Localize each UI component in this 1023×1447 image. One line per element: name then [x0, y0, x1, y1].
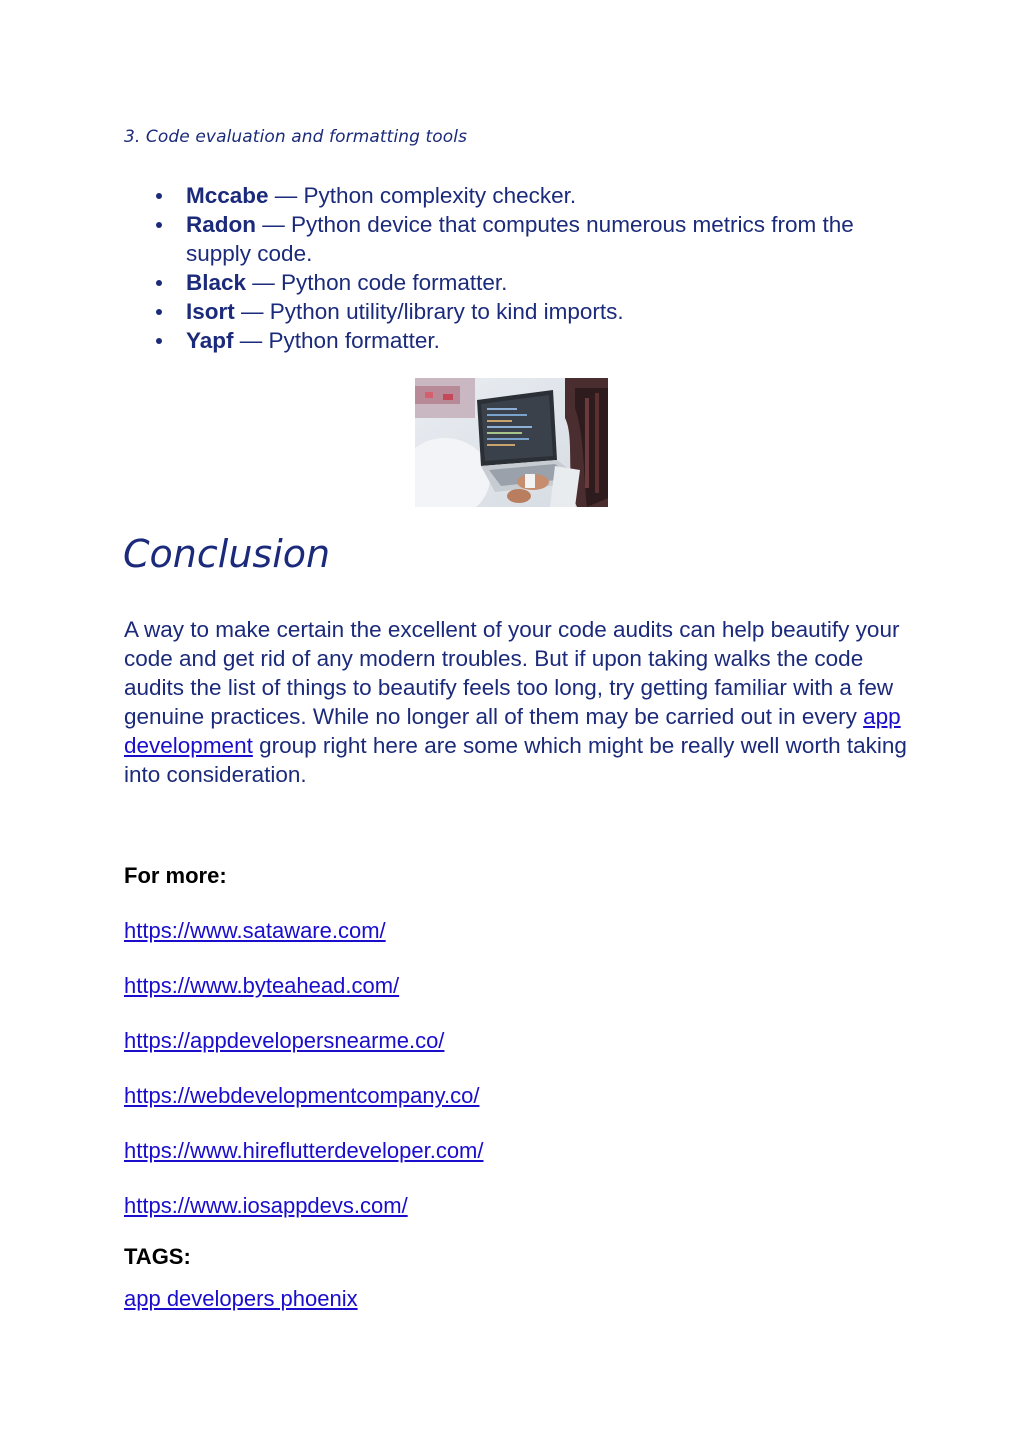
bullet-icon — [156, 193, 162, 199]
conclusion-title: Conclusion — [123, 532, 331, 576]
list-item — [156, 181, 916, 210]
for-more-label: For more: — [124, 863, 227, 888]
byteahead-link[interactable]: https://www.byteahead.com/ — [124, 973, 400, 998]
bullet-icon — [156, 222, 162, 228]
tags-label: TAGS: — [124, 1244, 191, 1269]
list-item — [156, 326, 916, 355]
tool-name: Black — [186, 270, 247, 295]
conclusion-text-end: group right here are some which might be really well worth taking into consideration. — [124, 733, 907, 787]
list-item — [156, 268, 916, 297]
appdevelopersnearme-link[interactable]: https://appdevelopersnearme.co/ — [124, 1028, 445, 1053]
tool-name: Yapf — [186, 328, 234, 353]
hireflutterdeveloper-link[interactable]: https://www.hireflutterdeveloper.com/ — [124, 1138, 484, 1163]
conclusion-paragraph — [124, 615, 914, 789]
tag-link[interactable]: app developers phoenix — [124, 1286, 358, 1311]
tool-name: Mccabe — [186, 183, 269, 208]
conclusion-text-start: A way to make certain the excellent of your code audits can help beautify your code and get rid of any modern troubles. But if upon taking walks the code audits the list of things to beautify feels too long, try getting familiar with a few genuine practices. While no longer all of them may be carried out in every — [124, 617, 900, 729]
bullet-icon — [156, 338, 162, 344]
tool-description: — Python complexity checker. — [268, 183, 577, 208]
tool-name: Radon — [186, 212, 256, 237]
tools-list — [156, 181, 916, 355]
sataware-link[interactable]: https://www.sataware.com/ — [124, 918, 386, 943]
tool-description: — Python formatter. — [233, 328, 440, 353]
list-item — [156, 297, 916, 326]
tool-name: Isort — [186, 299, 235, 324]
tool-description: — Python device that computes numerous metrics from the supply code. — [186, 212, 854, 266]
tool-description: — Python code formatter. — [246, 270, 508, 295]
laptop-photo — [415, 378, 608, 507]
iosappdevs-link[interactable]: https://www.iosappdevs.com/ — [124, 1193, 408, 1218]
bullet-icon — [156, 309, 162, 315]
webdevelopmentcompany-link[interactable]: https://webdevelopmentcompany.co/ — [124, 1083, 480, 1108]
app-development-link[interactable]: app development — [124, 704, 901, 758]
tool-description: — Python utility/library to kind imports. — [234, 299, 624, 324]
laptop-image-icon — [415, 378, 608, 507]
bullet-icon — [156, 280, 162, 286]
for-more-links — [124, 916, 484, 1246]
section-heading: 3. Code evaluation and formatting tools — [124, 127, 468, 147]
list-item — [156, 210, 916, 268]
